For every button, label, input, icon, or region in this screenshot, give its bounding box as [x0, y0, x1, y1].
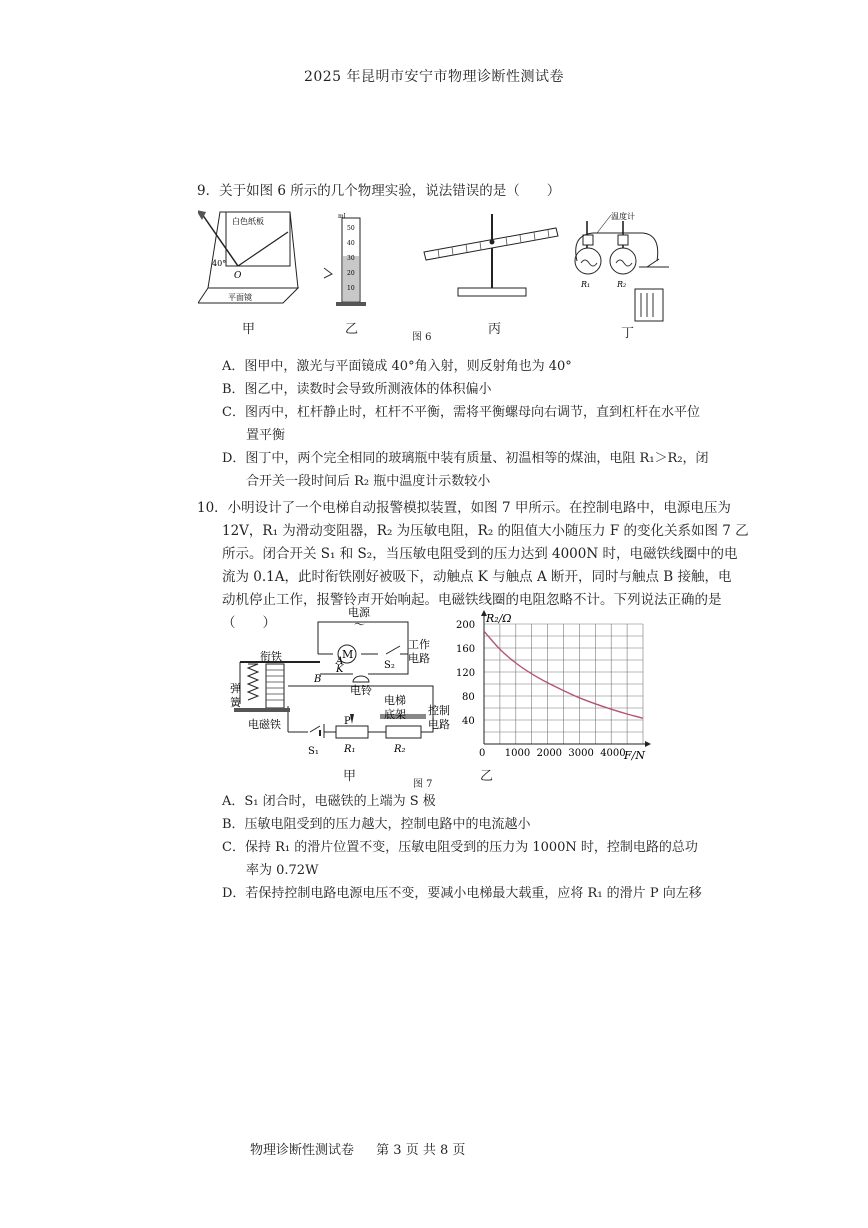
bell-icon — [353, 676, 369, 682]
fig6-label-jia: 甲 — [242, 322, 256, 337]
fig6-caption: 图 6 — [412, 332, 432, 343]
fig6-yi-tick-50: 50 — [347, 225, 355, 232]
circuit-contact-a: A — [336, 656, 344, 667]
q10-option-c: C．保持 R₁ 的滑片位置不变，压敏电阻受到的压力为 1000N 时，控制电路的总功 — [222, 840, 698, 855]
fig6-ding-heating-diagram — [573, 205, 678, 341]
y-tick-label: 120 — [456, 668, 476, 679]
x-axis-arrow — [645, 741, 651, 747]
circuit-r2-label: R₂ — [394, 744, 406, 755]
fig6-yi-cylinder-diagram — [320, 208, 370, 308]
circuit-control-label-2: 电路 — [428, 718, 450, 731]
circuit-contact-k: K — [336, 664, 344, 675]
q10-option-a: A．S₁ 闭合时，电磁铁的上端为 S 极 — [222, 794, 436, 809]
circuit-slider-p: P — [344, 716, 351, 727]
q10-option-c-cont: 率为 0.72W — [246, 863, 319, 878]
footer-subject: 物理诊断性测试卷 — [250, 1143, 355, 1158]
fig6-yi-tick-40: 40 — [347, 240, 355, 247]
eye-icon — [324, 268, 332, 278]
fig7-yi-r2-force-chart — [455, 608, 655, 763]
q9-option-c: C．图丙中，杠杆静止时，杠杆不平衡，需将平衡螺母向右调节，直到杠杆在水平位 — [222, 405, 700, 420]
circuit-elevator-label-1: 电梯 — [384, 694, 406, 707]
page-header-title: 2025 年昆明市安宁市物理诊断性测试卷 — [303, 69, 565, 85]
q9-option-c-cont: 置平衡 — [246, 428, 286, 443]
fig7-label-jia: 甲 — [343, 769, 357, 784]
fig6-jia-board-label: 白色纸板 — [232, 217, 264, 226]
q10-stem-line6: （ ） — [222, 615, 276, 631]
circuit-elevator-label-2: 底架 — [384, 708, 406, 721]
fig6-bing-lever-diagram — [418, 212, 563, 304]
chart-origin-label: 0 — [479, 748, 486, 759]
fig6-label-bing: 丙 — [488, 322, 502, 337]
circuit-work-label-2: 电路 — [408, 652, 430, 665]
q9-stem: 9．关于如图 6 所示的几个物理实验，说法错误的是（ ） — [197, 183, 561, 199]
page-footer — [250, 1139, 483, 1158]
fig6-jia-mirror-label: 平面镜 — [228, 293, 252, 302]
footer-page-number: 第 3 页 共 8 页 — [376, 1143, 466, 1158]
q10-stem-line5: 动机停止工作，报警铃声开始响起。电磁铁线圈的电阻忽略不计。下列说法正确的是 — [222, 592, 722, 608]
fig6-ding-thermo-label: 温度计 — [611, 212, 635, 221]
y-tick-label: 160 — [456, 644, 476, 655]
circuit-armature-label: 衔铁 — [260, 650, 282, 663]
fig6-jia-angle-label: 40° — [212, 259, 227, 268]
q9-option-a: A．图甲中，激光与平面镜成 40°角入射，则反射角也为 40° — [222, 359, 572, 374]
fig7-caption: 图 7 — [413, 779, 433, 790]
circuit-power-label: 电源 — [348, 606, 370, 619]
circuit-motor-label: M — [342, 648, 354, 661]
circuit-control-label-1: 控制 — [428, 704, 450, 717]
chart-ylabel: R₂/Ω — [486, 612, 512, 625]
fig6-yi-tick-20: 20 — [347, 270, 355, 277]
fig6-jia-point-label: O — [234, 271, 242, 281]
q9-option-d-cont: 合开关一段时间后 R₂ 瓶中温度计示数较小 — [246, 474, 491, 489]
circuit-s2-label: S₂ — [384, 660, 395, 671]
fig7-jia-circuit-diagram — [228, 604, 460, 764]
q10-stem-line4: 流为 0.1A，此时衔铁刚好被吸下，动触点 K 与触点 A 断开，同时与触点 B 接触，电 — [222, 569, 732, 585]
circuit-contact-b: B — [314, 674, 322, 685]
q10-stem-line3: 所示。闭合开关 S₁ 和 S₂，当压敏电阻受到的压力达到 4000N 时，电磁铁线圈中的电 — [222, 546, 738, 562]
fig7-label-yi: 乙 — [480, 769, 494, 784]
q10-option-d: D．若保持控制电路电源电压不变，要减小电梯最大载重，应将 R₁ 的滑片 P 向左移 — [222, 886, 702, 901]
circuit-bell-label: 电铃 — [350, 684, 372, 697]
y-tick-label: 80 — [462, 692, 475, 703]
q10-option-b: B．压敏电阻受到的压力越大，控制电路中的电流越小 — [222, 817, 531, 832]
fig6-yi-unit: ml — [338, 213, 346, 220]
q10-stem-line2: 12V，R₁ 为滑动变阻器，R₂ 为压敏电阻，R₂ 的阻值大小随压力 F 的变化关系如图 7 乙 — [222, 523, 749, 539]
q9-option-d: D．图丁中，两个完全相同的玻璃瓶中装有质量、初温相等的煤油，电阻 R₁＞R₂，闭 — [222, 451, 709, 466]
fig6-jia-mirror-diagram — [198, 208, 308, 308]
fig6-yi-tick-30: 30 — [347, 255, 355, 262]
circuit-spring-label-2: 簧 — [230, 696, 241, 709]
q10-stem-line1: 10．小明设计了一个电梯自动报警模拟装置，如图 7 甲所示。在控制电路中，电源电压为 — [197, 500, 731, 516]
circuit-r1-label: R₁ — [344, 744, 356, 755]
circuit-ac-symbol: ～ — [354, 618, 365, 631]
fig6-ding-r2-label: R₂ — [617, 280, 627, 289]
chart-xlabel: F/N — [624, 749, 645, 762]
circuit-s1-label: S₁ — [308, 746, 319, 757]
x-tick-label: 3000 — [568, 748, 594, 759]
fig6-yi-tick-10: 10 — [347, 285, 355, 292]
fig6-ding-r1-label: R₁ — [581, 280, 591, 289]
x-tick-label: 1000 — [504, 748, 531, 759]
q9-option-b: B．图乙中，读数时会导致所测液体的体积偏小 — [222, 382, 492, 397]
y-tick-label: 40 — [462, 716, 475, 727]
fig6-label-ding: 丁 — [621, 326, 635, 341]
fig6-label-yi: 乙 — [345, 322, 359, 337]
y-tick-label: 200 — [456, 620, 476, 631]
circuit-spring-label-1: 弹 — [230, 682, 241, 695]
circuit-magnet-label: 电磁铁 — [248, 718, 281, 731]
x-tick-label: 4000 — [600, 748, 626, 759]
x-tick-label: 2000 — [536, 748, 563, 759]
circuit-work-label-1: 工作 — [408, 638, 430, 651]
